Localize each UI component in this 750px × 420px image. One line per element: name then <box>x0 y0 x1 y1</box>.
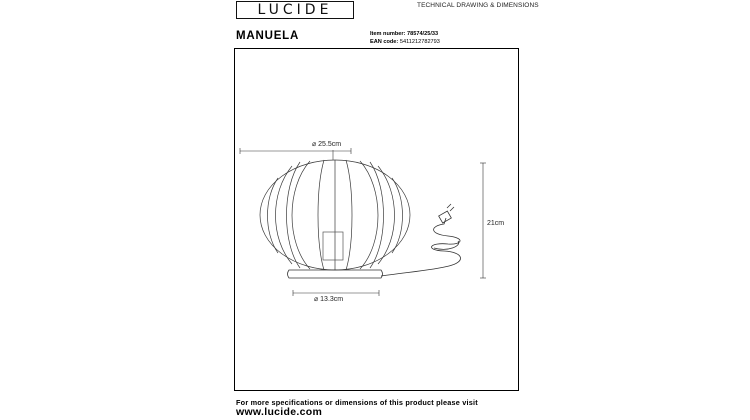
item-number-label: Item number: <box>370 31 406 37</box>
technical-drawing <box>234 48 519 391</box>
footer-note: For more specifications or dimensions of this product please visit <box>236 398 478 407</box>
item-number-value: 78574/25/33 <box>407 31 439 37</box>
lamp-base <box>288 270 383 278</box>
ean-value: 5411212782793 <box>399 39 440 45</box>
height-label: 21cm <box>487 220 505 227</box>
brand-logo-text: LUCIDE <box>257 2 333 18</box>
base-diameter-label: ⌀ 13.3cm <box>314 296 344 303</box>
plug-icon <box>439 204 454 223</box>
top-diameter-dimension <box>240 148 351 154</box>
top-diameter-label: ⌀ 25.5cm <box>312 141 342 148</box>
power-cable <box>381 218 460 276</box>
lamp-shade <box>260 160 410 270</box>
product-name: MANUELA <box>236 30 300 42</box>
height-dimension <box>480 163 486 278</box>
brand-logo <box>236 1 354 19</box>
footer-website-link[interactable]: www.lucide.com <box>236 406 323 418</box>
bulb-holder <box>323 232 343 260</box>
document-type: TECHNICAL DRAWING & DIMENSIONS <box>417 2 539 9</box>
product-meta <box>370 30 440 46</box>
ean-label: EAN code: <box>370 39 399 45</box>
